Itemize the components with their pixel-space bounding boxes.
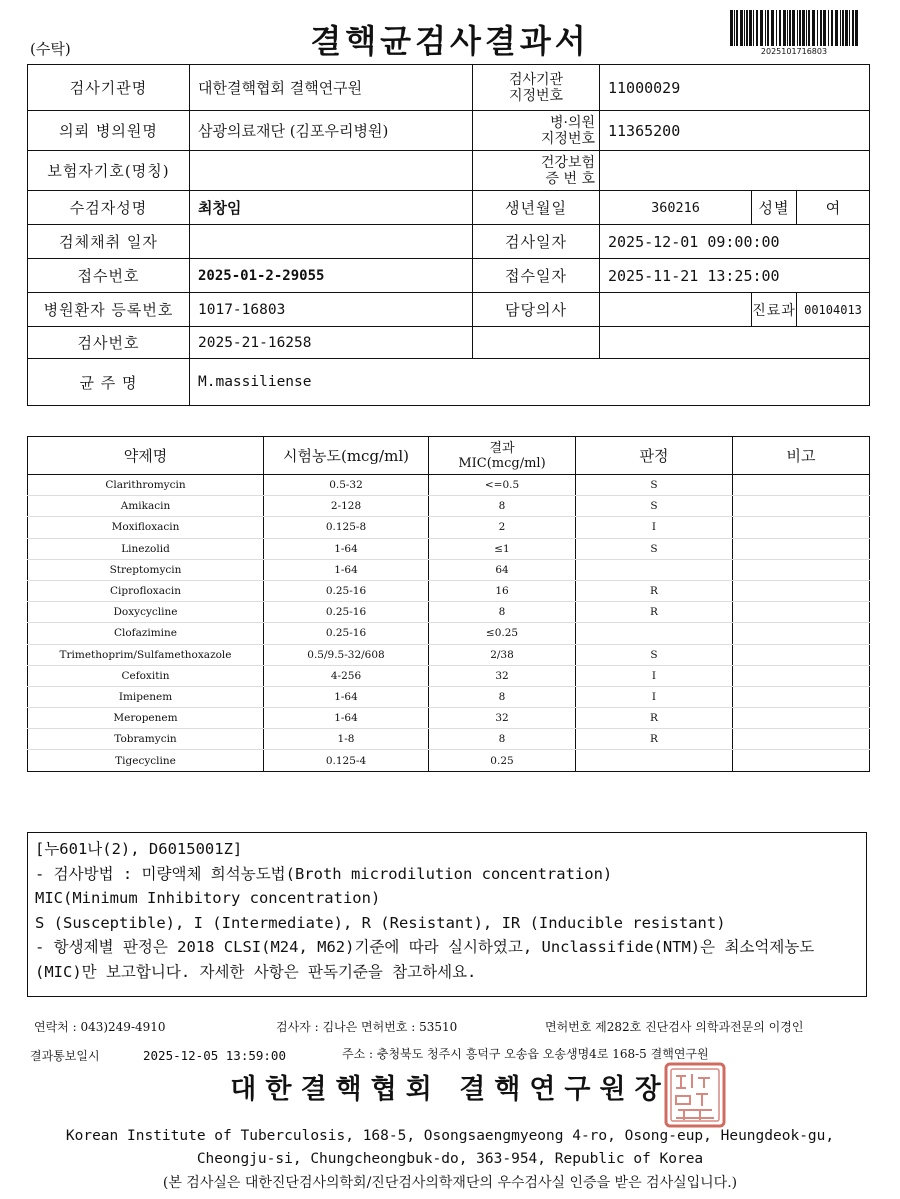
official-seal-icon — [664, 1062, 726, 1128]
cell-mic: 8 — [429, 729, 576, 750]
receipt-date: 2025-11-21 13:25:00 — [600, 259, 870, 293]
cell-drug: Tigecycline — [28, 750, 264, 771]
cell-interp: R — [576, 602, 733, 623]
cell-range: 4-256 — [264, 665, 429, 686]
table-row — [28, 496, 870, 517]
table-row — [28, 750, 870, 771]
cell-interp — [576, 623, 733, 644]
table-row — [28, 475, 870, 496]
cell-interp: S — [576, 475, 733, 496]
cell-remark — [733, 750, 870, 771]
cell-remark — [733, 559, 870, 580]
note-line: - 검사방법 : 미량액체 희석농도법(Broth microdilution concentration) — [35, 864, 613, 883]
birth-date: 360216 — [600, 191, 752, 225]
cell-range: 1-64 — [264, 708, 429, 729]
table-row — [28, 665, 870, 686]
cell-drug: Imipenem — [28, 686, 264, 707]
cell-mic: 32 — [429, 708, 576, 729]
receipt-date-label: 접수일자 — [473, 259, 600, 293]
method-notes — [27, 832, 867, 997]
cell-range: 0.25-16 — [264, 623, 429, 644]
receipt-no: 2025-01-2-29055 — [190, 259, 473, 293]
cell-range: 1-64 — [264, 559, 429, 580]
receipt-no-label: 접수번호 — [28, 259, 190, 293]
cell-interp — [576, 559, 733, 580]
cell-remark — [733, 686, 870, 707]
cell-drug: Linezolid — [28, 538, 264, 559]
note-line: [누601나(2), D6015001Z] — [35, 840, 243, 858]
cell-mic: ≤0.25 — [429, 623, 576, 644]
test-no-label: 검사번호 — [28, 327, 190, 359]
cell-remark — [733, 496, 870, 517]
cell-drug: Streptomycin — [28, 559, 264, 580]
cell-interp — [576, 750, 733, 771]
cell-interp: R — [576, 729, 733, 750]
drug-susceptibility-table — [27, 436, 870, 772]
organism: M.massiliense — [190, 359, 870, 406]
cell-range: 0.25-16 — [264, 580, 429, 601]
collection-date — [190, 225, 473, 259]
english-address-line2: Cheongju-si, Chungcheongbuk-do, 363-954, Republic of Korea — [196, 1151, 704, 1167]
cell-remark — [733, 538, 870, 559]
table-row — [28, 686, 870, 707]
test-no: 2025-21-16258 — [190, 327, 473, 359]
organism-label: 균 주 명 — [28, 359, 190, 406]
sex: 여 — [797, 191, 870, 225]
cell-mic: <=0.5 — [429, 475, 576, 496]
cell-remark — [733, 708, 870, 729]
cell-range: 2-128 — [264, 496, 429, 517]
cell-mic: ≤1 — [429, 538, 576, 559]
org-code-label: 검사기관 지정번호 — [473, 65, 600, 111]
cell-range: 1-8 — [264, 729, 429, 750]
cell-interp: I — [576, 686, 733, 707]
col-header-interp: 판정 — [576, 437, 733, 475]
patient-reg-label: 병원환자 등록번호 — [28, 293, 190, 327]
patient-reg: 1017-16803 — [190, 293, 473, 327]
cell-mic: 32 — [429, 665, 576, 686]
cell-drug: Cefoxitin — [28, 665, 264, 686]
page-title: 결핵균검사결과서 — [310, 22, 590, 60]
cell-drug: Clarithromycin — [28, 475, 264, 496]
cell-mic: 2/38 — [429, 644, 576, 665]
cell-interp: I — [576, 517, 733, 538]
table-row — [28, 538, 870, 559]
table-row — [28, 623, 870, 644]
insurer — [190, 151, 473, 191]
cell-mic: 8 — [429, 686, 576, 707]
cell-drug: Clofazimine — [28, 623, 264, 644]
table-row — [28, 559, 870, 580]
cell-interp: R — [576, 580, 733, 601]
cell-interp: S — [576, 538, 733, 559]
empty-cell — [600, 327, 870, 359]
report-time-label: 결과통보일시 — [30, 1049, 100, 1063]
copy-label: (수탁) — [30, 40, 71, 58]
org-name-label: 검사기관명 — [28, 65, 190, 111]
note-line: (MIC)만 보고합니다. 자세한 사항은 판독기준을 참고하세요. — [35, 962, 477, 981]
patient-name: 최창임 — [190, 191, 473, 225]
patient-name-label: 수검자성명 — [28, 191, 190, 225]
table-row — [28, 580, 870, 601]
table-row — [28, 517, 870, 538]
note-line: S (Susceptible), I (Intermediate), R (Resistant), IR (Inducible resistant) — [35, 913, 726, 932]
address: 주소 : 충청북도 청주시 흥덕구 오송읍 오송생명4로 168-5 결핵연구원 — [342, 1047, 709, 1061]
empty-cell — [473, 327, 600, 359]
org-code: 11000029 — [600, 65, 870, 111]
english-address-line1: Korean Institute of Tuberculosis, 168-5, Osongsaengmyeong 4-ro, Osong-eup, Heungdeok-gu, — [65, 1128, 835, 1144]
org-name: 대한결핵협회 결핵연구원 — [190, 65, 473, 111]
health-ins-label: 건강보험 증 번 호 — [473, 151, 600, 191]
patient-info-table — [27, 64, 870, 406]
hospital-label: 의뢰 병의원명 — [28, 111, 190, 151]
cell-mic: 64 — [429, 559, 576, 580]
cell-remark — [733, 729, 870, 750]
cell-mic: 2 — [429, 517, 576, 538]
hospital-code-label: 병·의원 지정번호 — [473, 111, 600, 151]
birth-label: 생년월일 — [473, 191, 600, 225]
cell-remark — [733, 517, 870, 538]
hospital-code: 11365200 — [600, 111, 870, 151]
table-row — [28, 708, 870, 729]
test-date: 2025-12-01 09:00:00 — [600, 225, 870, 259]
col-header-drug: 약제명 — [28, 437, 264, 475]
cell-mic: 8 — [429, 602, 576, 623]
report-time: 2025-12-05 13:59:00 — [143, 1048, 286, 1063]
cell-drug: Ciprofloxacin — [28, 580, 264, 601]
dept-label: 진료과 — [752, 293, 797, 327]
cell-drug: Moxifloxacin — [28, 517, 264, 538]
cell-mic: 0.25 — [429, 750, 576, 771]
cell-interp: R — [576, 708, 733, 729]
cell-range: 1-64 — [264, 686, 429, 707]
col-header-mic: 결과 MIC(mcg/ml) — [429, 437, 576, 475]
cell-drug: Tobramycin — [28, 729, 264, 750]
cell-range: 1-64 — [264, 538, 429, 559]
cell-remark — [733, 623, 870, 644]
sex-label: 성별 — [752, 191, 797, 225]
cell-mic: 16 — [429, 580, 576, 601]
health-ins — [600, 151, 870, 191]
col-header-remark: 비고 — [733, 437, 870, 475]
note-line: - 항생제별 판정은 2018 CLSI(M24, M62)기준에 따라 실시하였고, Unclassifide(NTM)은 최소억제농도 — [35, 938, 815, 956]
cell-drug: Doxycycline — [28, 602, 264, 623]
cell-interp: S — [576, 644, 733, 665]
cell-remark — [733, 580, 870, 601]
barcode-number: 2025101716803 — [760, 47, 828, 56]
table-row — [28, 729, 870, 750]
doctor — [600, 293, 752, 327]
dept: 00104013 — [797, 293, 870, 327]
institute-name: 대한결핵협회 결핵연구원장 — [230, 1074, 670, 1105]
cell-drug: Meropenem — [28, 708, 264, 729]
cell-range: 0.125-4 — [264, 750, 429, 771]
certification-note: (본 검사실은 대한진단검사의학회/진단검사의학재단의 우수검사실 인증을 받은 검사실입니다.) — [162, 1175, 738, 1191]
cell-remark — [733, 665, 870, 686]
cell-range: 0.5-32 — [264, 475, 429, 496]
cell-interp: I — [576, 665, 733, 686]
test-date-label: 검사일자 — [473, 225, 600, 259]
insurer-label: 보험자기호(명칭) — [28, 151, 190, 191]
col-header-range: 시험농도(mcg/ml) — [264, 437, 429, 475]
collection-date-label: 검체채취 일자 — [28, 225, 190, 259]
cell-drug: Trimethoprim/Sulfamethoxazole — [28, 644, 264, 665]
note-line: MIC(Minimum Inhibitory concentration) — [35, 889, 381, 907]
cell-drug: Amikacin — [28, 496, 264, 517]
tester-info: 검사자 : 김나은 면허번호 : 53510 — [276, 1020, 458, 1034]
cell-interp: S — [576, 496, 733, 517]
cell-remark — [733, 644, 870, 665]
hospital-name: 삼광의료재단 (김포우리병원) — [190, 111, 473, 151]
table-row — [28, 602, 870, 623]
barcode-icon — [730, 10, 858, 46]
contact-info: 연락처 : 043)249-4910 — [34, 1020, 166, 1034]
cell-mic: 8 — [429, 496, 576, 517]
cell-remark — [733, 602, 870, 623]
cell-range: 0.25-16 — [264, 602, 429, 623]
cell-range: 0.125-8 — [264, 517, 429, 538]
doctor-label: 담당의사 — [473, 293, 600, 327]
license-info: 면허번호 제282호 진단검사 의학과전문의 이경인 — [545, 1020, 804, 1034]
table-row — [28, 644, 870, 665]
cell-remark — [733, 475, 870, 496]
cell-range: 0.5/9.5-32/608 — [264, 644, 429, 665]
